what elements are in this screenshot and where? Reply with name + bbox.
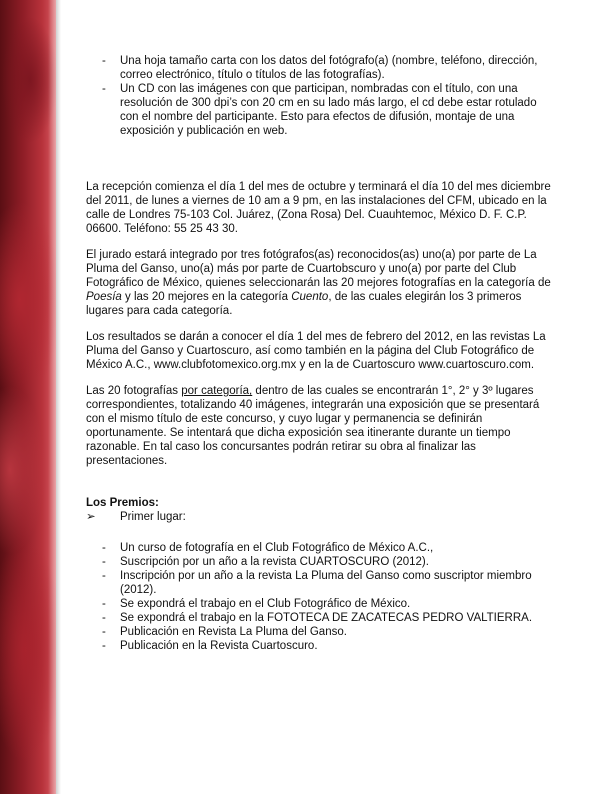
exhibition-paragraph — [86, 384, 558, 468]
prize-item-text: Un curso de fotografía en el Club Fotográfico de México A.C., — [120, 542, 434, 554]
jury-paragraph — [86, 248, 558, 318]
requirements-list — [86, 54, 558, 138]
side-band-shadow — [56, 0, 61, 794]
dash-marker: - — [102, 612, 106, 624]
dash-marker: - — [102, 83, 106, 95]
exhibit-text-end: dentro de las cuales se encontrarán 1°, 2° y 3º lugares correspondientes, totalizando 40 imágenes, integrarán una exposición que se presentará con el mismo título de este concurso, y cuyo lugar y permanencia se definirán oportunamente. Se intentará que dicha exposición sea itinerante durante un tiempo razonable. En tal caso los concursantes podrán retirar su obra al finalizar las presentaciones. — [86, 385, 540, 467]
prize-item-text: Se expondrá el trabajo en la FOTOTECA DE ZACATECAS PEDRO VALTIERRA. — [120, 612, 533, 624]
prize-list — [86, 541, 558, 653]
list-item — [86, 639, 558, 653]
jury-text-start: El jurado estará integrado por tres fotógrafos(as) reconocidos(as) uno(a) por parte de La Pluma del Ganso, uno(a) más por parte de Cuartobscuro y uno(a) por parte del Club Fotográfico de México, quienes seleccionarán las 20 mejores fotografías en la categoría de — [86, 249, 551, 289]
list-item-text: Un CD con las imágenes con que participan, nombradas con el título, con una resolución de 300 dpi’s con 20 cm en su lado más largo, el cd debe estar rotulado con el nombre del participante. Esto para efectos de difusión, montaje de una exposición y publicación en web. — [120, 83, 537, 137]
list-item — [86, 82, 558, 138]
dash-marker: - — [102, 598, 106, 610]
list-item — [86, 555, 558, 569]
dash-marker: - — [102, 640, 106, 652]
exhibit-underlined-text: por categoría, — [181, 385, 253, 397]
exhibit-text-start: Las 20 fotografías — [86, 385, 182, 397]
first-place-text: Primer lugar: — [120, 511, 186, 523]
results-paragraph: Los resultados se darán a conocer el día 1 del mes de febrero del 2012, en las revistas La Pluma del Ganso y Cuartoscuro, así como también en la página del Club Fotográfico de México A.C., www.clubfotomexico.org.mx y en la de Cuartoscuro www.cuartoscuro.com. — [86, 331, 546, 371]
jury-text-end: , de las cuales elegirán los 3 primeros lugares para cada categoría. — [86, 291, 522, 317]
prizes-heading: Los Premios: — [86, 497, 159, 509]
prize-item-text: Publicación en Revista La Pluma del Ganso. — [120, 626, 347, 638]
dash-marker: - — [102, 542, 106, 554]
dash-marker: - — [102, 626, 106, 638]
category-poesia: Poesía — [86, 291, 122, 303]
prize-item-text: Suscripción por un año a la revista CUARTOSCURO (2012). — [120, 556, 429, 568]
list-item-text: Una hoja tamaño carta con los datos del fotógrafo(a) (nombre, teléfono, dirección, correo electrónico, título o títulos de las fotografías). — [120, 55, 538, 81]
list-item — [86, 541, 558, 555]
prize-item-text: Inscripción por un año a la revista La Pluma del Ganso como suscriptor miembro (2012). — [120, 570, 532, 596]
dash-marker: - — [102, 570, 106, 582]
jury-text-middle: y las 20 mejores en la categoría — [121, 291, 292, 303]
list-item — [86, 611, 558, 625]
arrow-bullet-icon: ➢ — [86, 511, 96, 523]
document-body — [86, 54, 558, 653]
list-item — [86, 625, 558, 639]
list-item — [86, 597, 558, 611]
first-place-label — [86, 510, 558, 524]
prize-item-text: Se expondrá el trabajo en el Club Fotográfico de México. — [120, 598, 411, 610]
reception-paragraph: La recepción comienza el día 1 del mes de octubre y terminará el día 10 del mes diciembre del 2011, de lunes a viernes de 10 am a 9 pm, en las instalaciones del CFM, ubicado en la calle de Londres 75-103 Col. Juárez, (Zona Rosa) Del. Cuauhtemoc, México D. F. C.P. 06600. Teléfono: 55 25 43 30. — [86, 181, 551, 235]
list-item — [86, 569, 558, 597]
dash-marker: - — [102, 55, 106, 67]
decorative-red-side-band — [0, 0, 56, 794]
category-cuento: Cuento — [291, 291, 329, 303]
prize-item-text: Publicación en la Revista Cuartoscuro. — [120, 640, 318, 652]
dash-marker: - — [102, 556, 106, 568]
list-item — [86, 54, 558, 82]
